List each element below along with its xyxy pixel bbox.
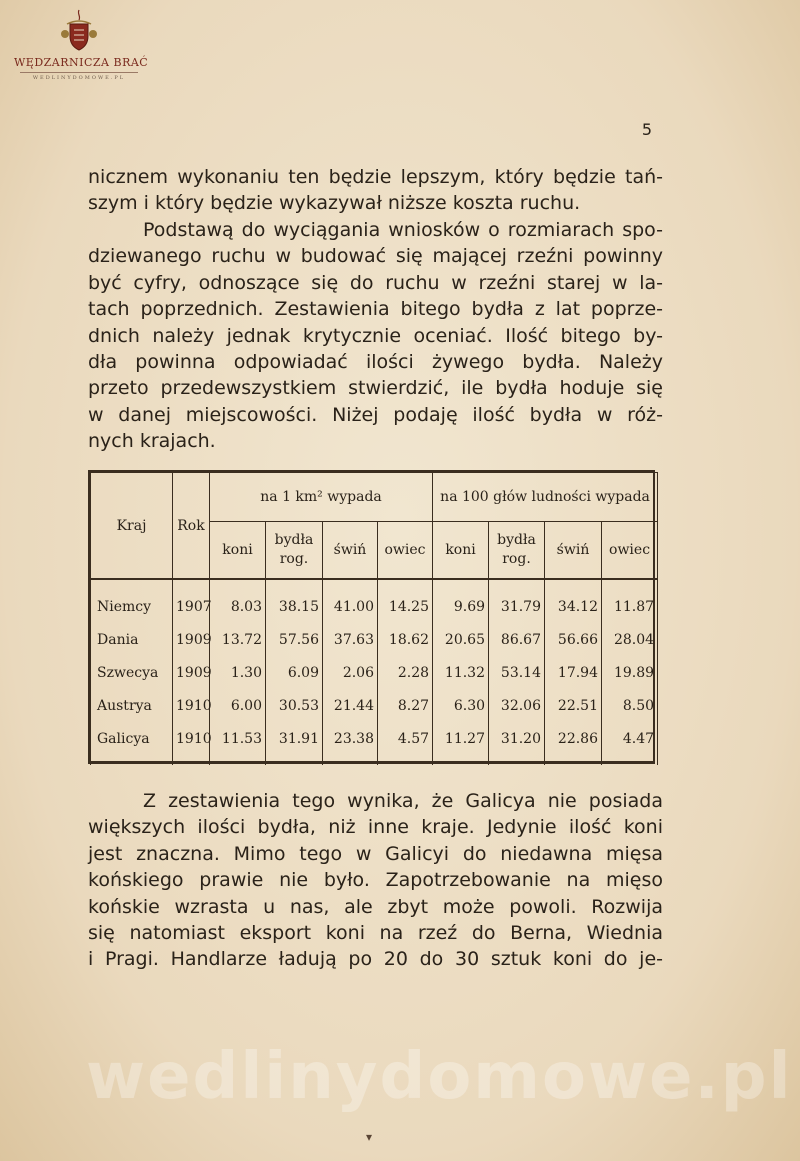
country-cell: Niemcy: [91, 579, 173, 623]
subheader-koni: koni: [433, 522, 489, 580]
subheader-bydla: bydła rog.: [266, 522, 323, 580]
value-cell: 31.79: [489, 579, 545, 623]
brand-name: WĘDZARNICZA BRAĆ: [14, 56, 149, 69]
value-cell: 22.51: [545, 689, 602, 722]
value-cell: 20.65: [433, 623, 489, 656]
value-cell: 23.38: [323, 722, 378, 765]
country-cell: Dania: [91, 623, 173, 656]
value-cell: 28.04: [602, 623, 658, 656]
value-cell: 9.69: [433, 579, 489, 623]
watermark: wedlinydomowe.pl: [86, 1040, 793, 1114]
paragraph-2: [88, 217, 663, 455]
year-cell: 1910: [173, 722, 210, 765]
value-cell: 56.66: [545, 623, 602, 656]
crest-icon: [59, 8, 99, 52]
value-cell: 8.50: [602, 689, 658, 722]
year-cell: 1909: [173, 623, 210, 656]
logo-divider: [20, 72, 138, 73]
year-cell: 1907: [173, 579, 210, 623]
subheader-swin: świń: [323, 522, 378, 580]
year-cell: 1909: [173, 656, 210, 689]
value-cell: 8.03: [210, 579, 266, 623]
value-cell: 86.67: [489, 623, 545, 656]
page-number: 5: [641, 120, 652, 139]
value-cell: 4.57: [378, 722, 433, 765]
value-cell: 6.30: [433, 689, 489, 722]
text-line: się natomiast eksport koni na rzeź do Berna, Wiednia: [88, 922, 663, 945]
text-line: końskie wzrasta u nas, ale zbyt może powoli. Rozwija: [88, 895, 663, 918]
paragraph-3: [88, 788, 663, 973]
table-row: [91, 579, 658, 623]
text-line: dnich należy jednak krytycznie oceniać. Ilość bitego by-: [88, 324, 663, 347]
publisher-logo: [14, 8, 149, 81]
livestock-table: [88, 470, 655, 764]
paragraph-1: [88, 164, 663, 217]
header-rok: Rok: [173, 473, 210, 580]
header-per-100: na 100 głów ludności wypada: [433, 473, 658, 522]
value-cell: 53.14: [489, 656, 545, 689]
value-cell: 2.28: [378, 656, 433, 689]
text-line: szym i który będzie wykazywał niższe koszta ruchu.: [88, 192, 581, 215]
year-cell: 1910: [173, 689, 210, 722]
value-cell: 6.00: [210, 689, 266, 722]
value-cell: 11.53: [210, 722, 266, 765]
table-row: [91, 623, 658, 656]
value-cell: 1.30: [210, 656, 266, 689]
table-row: [91, 722, 658, 765]
country-cell: Szwecya: [91, 656, 173, 689]
text-line: nych krajach.: [88, 430, 216, 453]
value-cell: 22.86: [545, 722, 602, 765]
text-line: Z zestawienia tego wynika, że Galicya nie posiada: [143, 790, 663, 812]
header-per-km2: na 1 km² wypada: [210, 473, 433, 522]
value-cell: 11.27: [433, 722, 489, 765]
country-cell: Galicya: [91, 722, 173, 765]
value-cell: 21.44: [323, 689, 378, 722]
subheader-bydla: bydła rog.: [489, 522, 545, 580]
table-row: [91, 689, 658, 722]
table-row: [91, 656, 658, 689]
value-cell: 41.00: [323, 579, 378, 623]
value-cell: 31.20: [489, 722, 545, 765]
country-cell: Austrya: [91, 689, 173, 722]
value-cell: 37.63: [323, 623, 378, 656]
subheader-owiec: owiec: [602, 522, 658, 580]
value-cell: 17.94: [545, 656, 602, 689]
brand-url: WEDLINYDOMOWE.PL: [32, 75, 126, 81]
subheader-owiec: owiec: [378, 522, 433, 580]
text-line: większych ilości bydła, niż inne kraje. Jedynie ilość koni: [88, 816, 663, 839]
subheader-swin: świń: [545, 522, 602, 580]
value-cell: 32.06: [489, 689, 545, 722]
text-line: Podstawą do wyciągania wniosków o rozmiarach spo-: [143, 219, 663, 241]
value-cell: 11.87: [602, 579, 658, 623]
text-line: przeto przedewszystkiem stwierdzić, ile bydła hoduje się: [88, 377, 663, 400]
value-cell: 34.12: [545, 579, 602, 623]
value-cell: 2.06: [323, 656, 378, 689]
text-line: końskiego prawie nie było. Zapotrzebowanie na mięso: [88, 869, 663, 892]
header-kraj: Kraj: [91, 473, 173, 580]
text-line: nicznem wykonaniu ten będzie lepszym, który będzie tań-: [88, 166, 663, 188]
value-cell: 14.25: [378, 579, 433, 623]
value-cell: 18.62: [378, 623, 433, 656]
value-cell: 4.47: [602, 722, 658, 765]
value-cell: 6.09: [266, 656, 323, 689]
text-line: być cyfry, odnoszące się do ruchu w rzeźni starej w la-: [88, 271, 663, 294]
text-line: tach poprzednich. Zestawienia bitego bydła z lat poprze-: [88, 298, 663, 321]
text-line: dziewanego ruchu w budować się mającej rzeźni powinny: [88, 245, 663, 268]
value-cell: 8.27: [378, 689, 433, 722]
value-cell: 13.72: [210, 623, 266, 656]
value-cell: 38.15: [266, 579, 323, 623]
value-cell: 31.91: [266, 722, 323, 765]
text-line: i Pragi. Handlarze ładują po 20 do 30 sztuk koni do je-: [88, 948, 663, 971]
print-mark: ▾: [366, 1130, 373, 1144]
value-cell: 30.53: [266, 689, 323, 722]
text-line: jest znaczna. Mimo tego w Galicyi do niedawna mięsa: [88, 842, 663, 865]
value-cell: 19.89: [602, 656, 658, 689]
text-line: dła powinna odpowiadać ilości żywego bydła. Należy: [88, 351, 663, 374]
text-line: w danej miejscowości. Niżej podaję ilość bydła w róż-: [88, 403, 663, 426]
subheader-koni: koni: [210, 522, 266, 580]
value-cell: 11.32: [433, 656, 489, 689]
value-cell: 57.56: [266, 623, 323, 656]
